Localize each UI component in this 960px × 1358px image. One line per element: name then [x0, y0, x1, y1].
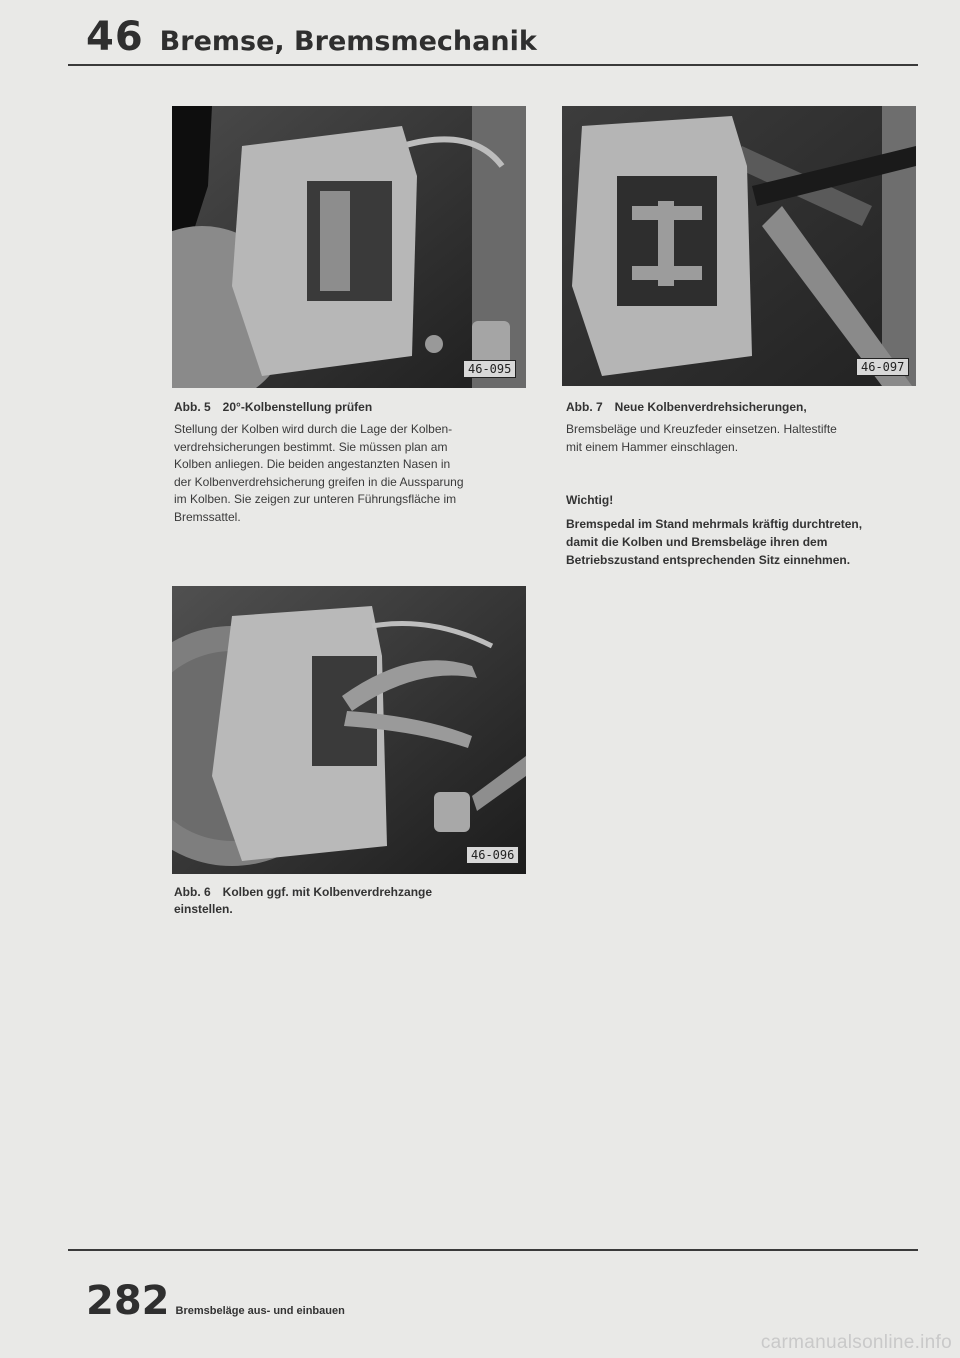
- figure-5-caption: [174, 399, 372, 416]
- figure-7-caption: [566, 399, 807, 416]
- figure-7-title: Neue Kolbenverdrehsicherungen,: [614, 400, 807, 414]
- page-number: 282: [86, 1278, 170, 1324]
- figure-5-title: 20°-Kolbenstellung prüfen: [222, 400, 373, 414]
- figure-6-tag: 46-096: [466, 846, 519, 864]
- figure-7-number: Abb. 7: [566, 400, 603, 414]
- figure-5-description: [174, 421, 534, 526]
- figure-6-title-continued: einstellen.: [174, 902, 233, 916]
- figure-5-tag: 46-095: [463, 360, 516, 378]
- figure-5-photo: [172, 106, 526, 388]
- chapter-header: [86, 14, 537, 58]
- note-heading: Wichtig!: [566, 493, 614, 507]
- text-line: Bremssattel.: [174, 509, 241, 524]
- figure-7-description: [566, 421, 916, 456]
- figure-7-photo: [562, 106, 916, 386]
- chapter-title: Bremse, Bremsmechanik: [159, 26, 537, 57]
- header-rule: [68, 64, 918, 66]
- chapter-number: 46: [86, 14, 144, 60]
- text-line: Bremsbeläge und Kreuzfeder einsetzen. Haltestifte: [566, 422, 837, 436]
- text-line: Stellung der Kolben wird durch die Lage der Kolben-: [174, 422, 453, 436]
- note-text: [566, 515, 916, 569]
- text-line: damit die Kolben und Bremsbeläge ihren dem: [566, 535, 828, 549]
- text-line: Kolben anliegen. Die beiden angestanzten Nasen in: [174, 457, 451, 471]
- text-line: der Kolbenverdrehsicherung greifen in die Aussparung: [174, 474, 464, 489]
- figure-6-photo: [172, 586, 526, 874]
- figure-6-number: Abb. 6: [174, 885, 211, 899]
- text-line: Bremspedal im Stand mehrmals kräftig durchtreten,: [566, 517, 863, 531]
- figure-6-title: Kolben ggf. mit Kolbenverdrehzange: [222, 885, 433, 899]
- text-line: verdrehsicherungen bestimmt. Sie müssen plan am: [174, 439, 448, 454]
- page-footer: [86, 1278, 345, 1324]
- text-line: Betriebszustand entsprechenden Sitz einnehmen.: [566, 553, 851, 567]
- figure-5-number: Abb. 5: [174, 400, 211, 414]
- text-line: im Kolben. Sie zeigen zur unteren Führungsfläche im: [174, 492, 457, 506]
- figure-7-tag: 46-097: [856, 358, 909, 376]
- text-line: mit einem Hammer einschlagen.: [566, 439, 739, 454]
- footer-rule: [68, 1249, 918, 1251]
- figure-6-caption: [174, 884, 432, 918]
- watermark: carmanualsonline.info: [760, 1332, 952, 1353]
- section-title: Bremsbeläge aus- und einbauen: [175, 1305, 345, 1317]
